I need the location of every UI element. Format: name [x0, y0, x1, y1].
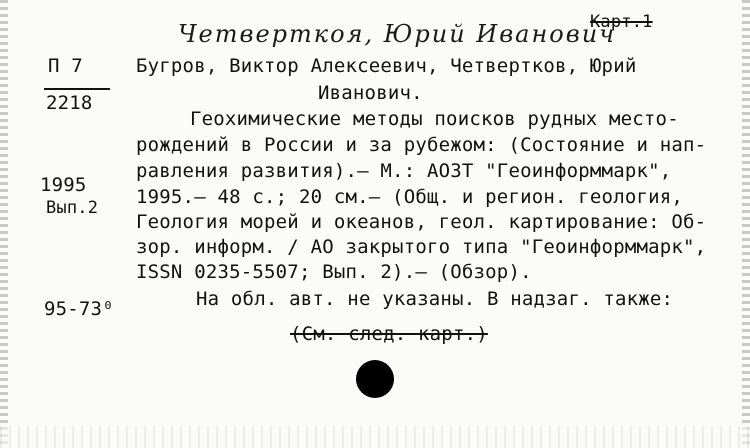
author-line: Бугров, Виктор Алексеевич, Четвертков, Юрий — [136, 55, 637, 77]
handwritten-heading: Четверткоя, Юрий Иванович — [178, 20, 617, 48]
note-line: На обл. авт. не указаны. В надзаг. также: — [196, 288, 674, 310]
ink-blot — [356, 360, 394, 398]
title-line: Геохимические методы поисков рудных место- — [190, 108, 679, 130]
accession-number: 95-73⁰ — [44, 298, 114, 320]
imprint-line: равления развития).– М.: АОЗТ "Геоинформмарк", — [136, 160, 672, 182]
series-line: зор. информ. / АО закрытого типа "Геоинформмарк", — [136, 236, 707, 258]
shelf-divider — [44, 88, 110, 90]
author-line-cont: Иванович. — [318, 82, 423, 104]
volume-label: Вып.2 — [46, 198, 99, 218]
shelf-number: 2218 — [46, 92, 93, 114]
collation-line: 1995.– 48 с.; 20 см.– (Общ. и регион. геология, — [136, 186, 684, 208]
year-label: 1995 — [40, 174, 87, 196]
title-line: рождений в России и за рубежом: (Состояние и нап- — [136, 134, 707, 156]
card-marker: Карт.1 — [590, 12, 653, 32]
card-right-edge — [742, 0, 750, 448]
card-left-edge — [0, 0, 8, 448]
series-line: Геология морей и океанов, геол. картирование: Об- — [136, 211, 707, 233]
issn-line: ISSN 0235-5507; Вып. 2).– (Обзор). — [136, 261, 532, 283]
see-next-card: (См. след. карт.) — [290, 323, 488, 345]
scan-noise — [0, 426, 750, 448]
shelf-code: П 7 — [48, 55, 83, 77]
